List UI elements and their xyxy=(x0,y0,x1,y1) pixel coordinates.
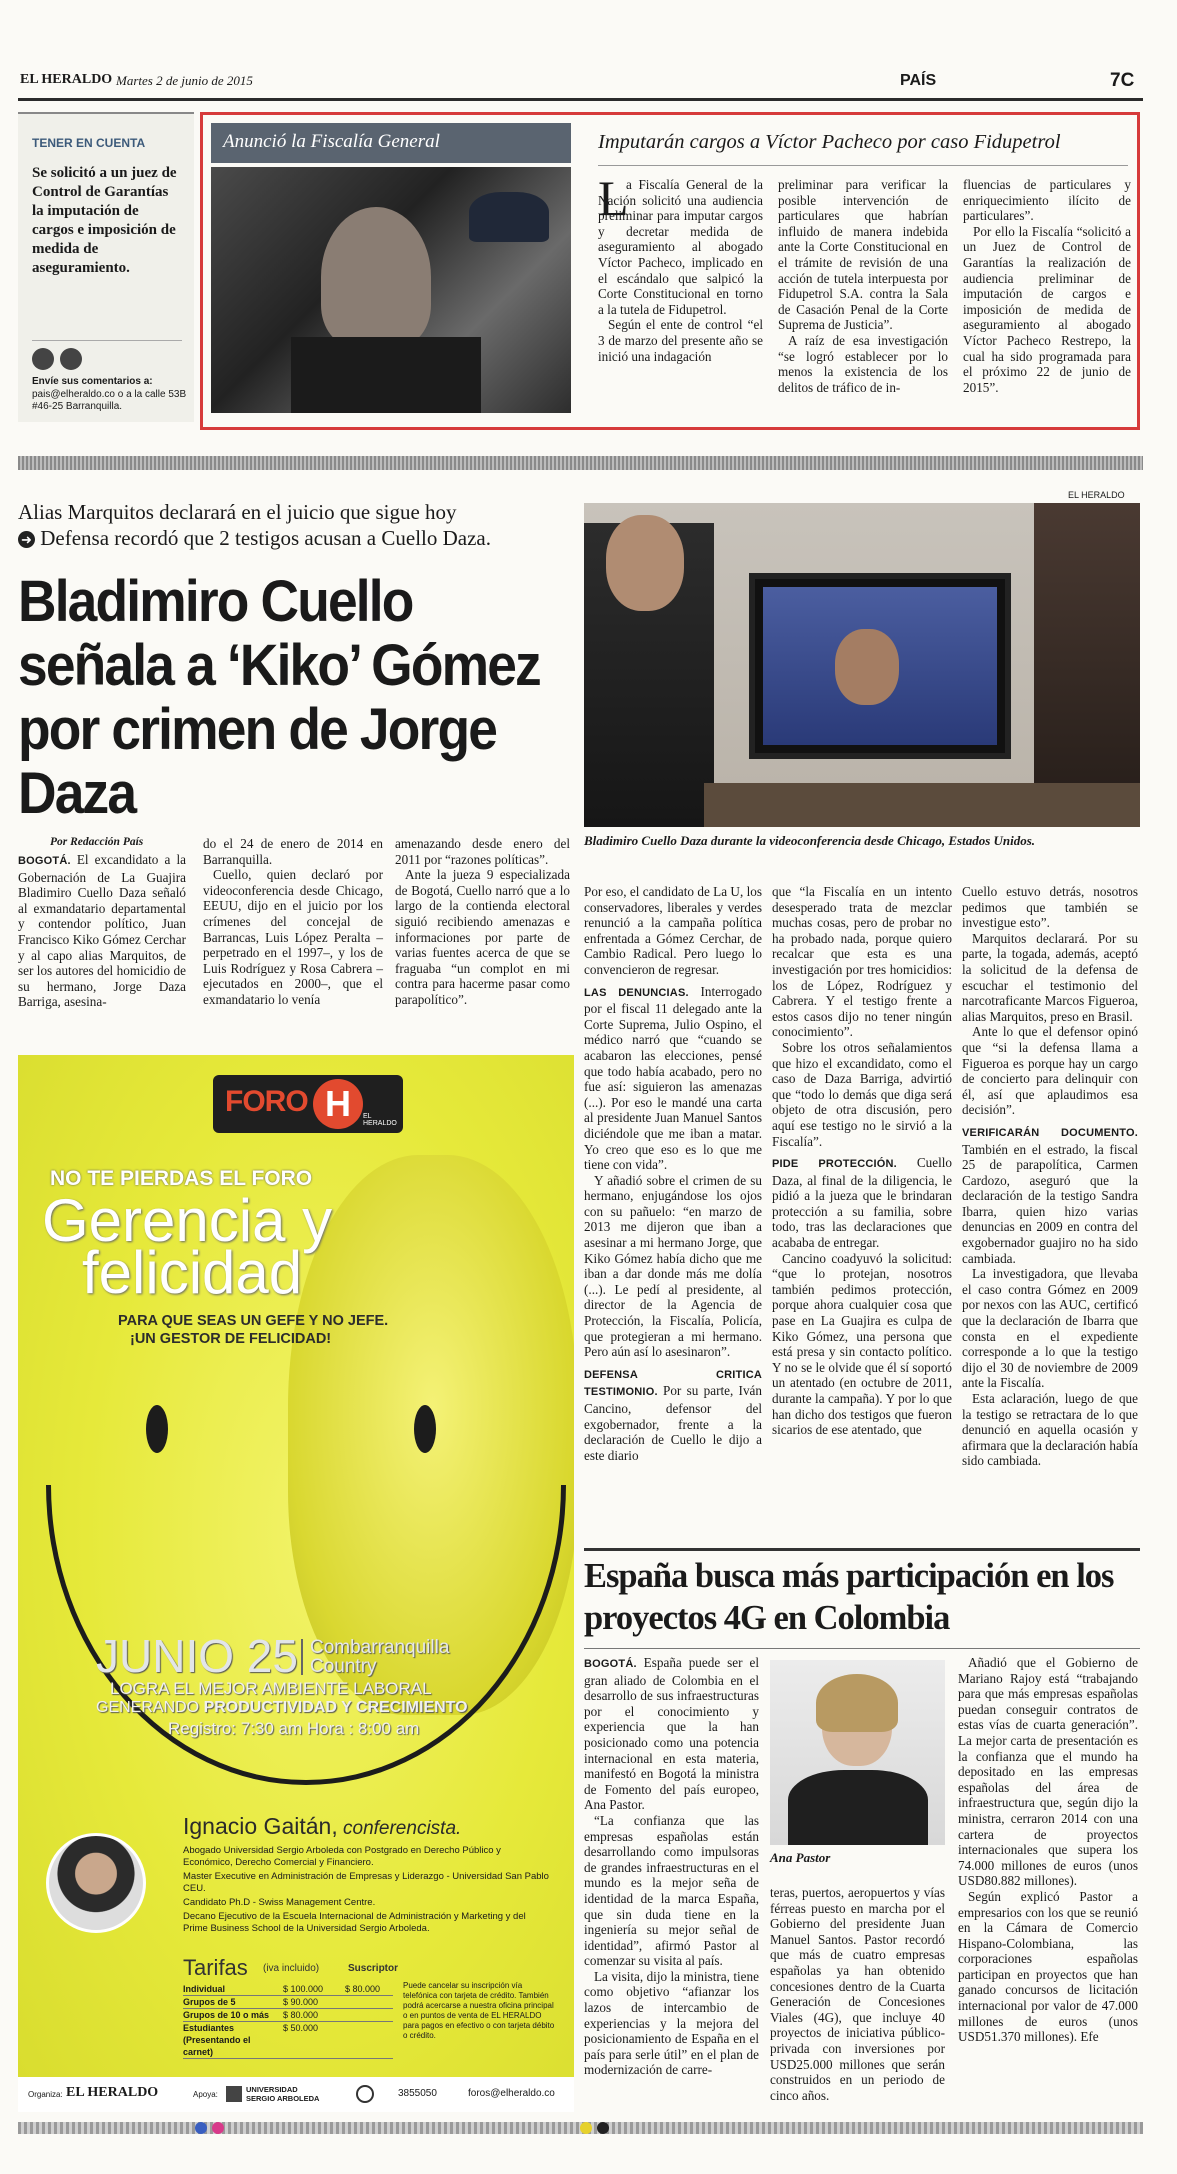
ad-tagline: NO TE PIERDAS EL FORO xyxy=(50,1167,313,1190)
section-label: PAÍS xyxy=(900,72,937,89)
tarifa-label: Estudiantes (Presentando el carnet) xyxy=(183,2023,251,2057)
top-col-1: L a Fiscalía General de la Nación solicitó una audiencia preliminar para imputar cargos y decretar medida de aseguramiento al abogado Víctor Pacheco, implicado en el escándalo que salpicó la Corte Constitucional en torno a la tutela de Fidupetrol. Según el ente de control “el 3 de marzo del presente año se inició una indagación xyxy=(598,170,763,364)
ad-venue-1: Combarranquilla xyxy=(310,1637,450,1658)
tarifas-table xyxy=(183,1983,393,2059)
ad-date: JUNIO 25 xyxy=(96,1630,298,1682)
university-icon xyxy=(226,2086,242,2102)
top-story xyxy=(200,112,1140,430)
smile-eye-left xyxy=(146,1405,168,1453)
main-photo xyxy=(584,503,1140,827)
top-headline: Imputarán cargos a Víctor Pacheco por caso Fidupetrol xyxy=(598,131,1061,153)
tarifa-label: Grupos de 5 xyxy=(183,1997,236,2007)
top-rule xyxy=(598,165,1128,166)
ad-line-3: Registro: 7:30 am Hora : 8:00 am xyxy=(168,1719,420,1738)
masthead-rule xyxy=(18,98,1143,101)
contact-icon xyxy=(32,348,54,370)
tarifa-price: $ 100.000 xyxy=(283,1984,324,1994)
ad-line-1: LOGRA EL MEJOR AMBIENTE LABORAL xyxy=(110,1679,432,1698)
ad-title-1: Gerencia y xyxy=(42,1187,333,1254)
tarifa-price: $ 90.000 xyxy=(283,1997,319,2007)
tarifa-price: $ 80.000 xyxy=(283,2010,319,2020)
ad-footer: Organiza: EL HERALDO Apoya: UNIVERSIDAD SERGIO ARBOLEDA 3855050 foros@elheraldo.co xyxy=(18,2077,574,2112)
registration-mark xyxy=(212,2122,224,2134)
spain-col-3: Añadió que el Gobierno de Mariano Rajoy está “trabajando para que más empresas españolas puedan conseguir contratos de estas vías de cuarta generación”. La mejor carta de presentación es la confianza que el mundo ha depositado en las empresas españolas del área de infraestructura que, según dijo la ministra, cerraron 2014 con una cartera de proyectos internacionales que supera los 74.000 millones de euros (unos USD80.882 millones). Según explicó Pastor a empresarios con los que se reunió en la Cámara de Comercio Hispano-Colombiana, las corporaciones españolas participan en proyectos que han ganado concursos de licitación internacional por valor de 47.000 millones de euros (unos USD51.370 millones). Efe xyxy=(958,1655,1138,2045)
main-pre-2-wrap xyxy=(18,526,598,551)
ad-title-2: felicidad xyxy=(82,1239,303,1306)
byline: Por Redacción País xyxy=(50,836,144,848)
main-col-5: que “la Fiscalía en un intento desesperado trata de mezclar muchas cosas, pero de probar no ha probado nada, porque quiero recalcar que esta es una investigación por tres homicidios: los de López, Rodríguez y Cabrera. Y el testigo frente a estos casos dijo no tener ningún conocimiento”. Sobre los otros señalamientos que hizo el excandidato, como el caso de Daza Barriga, advirtió que “todo lo demás que diga será objeto de otra discusión, pero aquí ese testigo no le sirvió a la Fiscalía”. PIDE PROTECCIÓN. Cuello Daza, al final de la diligencia, le pidió a la jueza que le brindaran protección a su familia, sobre todo, tras las declaraciones que acababa de entregar. Cancino coadyuvó la solicitud: “que lo protejan, nosotros también pedimos protección, porque ahora cualquier cosa que pase en La Guajira es culpa de Kiko Gómez, una persona que está presa y sin contacto político. Y no se le olvide que él sí soportó un atentado (en octubre de 2011, durante la campaña). Y por lo que han dicho dos testigos que fueron sicarios de ese atentado, que xyxy=(772,884,953,1438)
main-pre-1: Alias Marquitos declarará en el juicio que sigue hoy xyxy=(18,500,457,524)
spain-headline: España busca más participación en los proyectos 4G en Colombia xyxy=(584,1557,1114,1637)
top-kicker: Anunció la Fiscalía General xyxy=(211,123,571,163)
comments-title: Envíe sus comentarios a: xyxy=(32,376,153,387)
page-number: 7C xyxy=(1110,70,1135,91)
ad-sub-1: PARA QUE SEAS UN GEFE Y NO JEFE. xyxy=(118,1313,389,1329)
main-col-4: Por eso, el candidato de La U, los conservadores, liberales y verdes renunció a la campaña política enfrentada a Gómez Cerchar, de Cambio Radical. Pero luego lo convencieron de regresar. LAS DENUNCIAS. Interrogado por el fiscal 11 delegado ante la Corte Suprema, Julio Ospino, el médico narró que “cuando se acabaron las elecciones, pensé que todo había acabado, pero no fue así: siguieron las amenazas (...). Por eso le mandé una carta al presidente Juan Manuel Santos diciéndole que me iban a matar. Yo creo que eso es lo que me tiene con vida”. Y añadió sobre el crimen de su hermano, enjugándose los ojos con su pañuelo: “en marzo de 2013 me dijeron que iban a asesinar a mi hermano Jorge, que Kiko Gómez había dicho que me iban a dar donde más me dolía (...). Le pedí al presidente, al director de la Agencia de Protección, la Fiscalía, Policía, que protegieran a mi hermano. Pero aún así lo asesinaron”. DEFENSA CRITICA TESTIMONIO. Por su parte, Iván Cancino, defensor del exgobernador, frente a la declaración de Cuello le dijo a este diario xyxy=(584,884,762,1463)
bullet-1: Abogado Universidad Sergio Arboleda con Postgrado en Derecho Público y Económico, Derecho Comercial y Financiero. xyxy=(183,1845,501,1868)
top-photo xyxy=(211,167,571,413)
person-right xyxy=(1034,503,1140,827)
spain-col-2: teras, puertos, aeropuertos y vías férreas puesto en marcha por el Gobierno del presidente Juan Manuel Santos. Pastor recordó que más de cuatro empresas españolas ya han obtenido concesiones dentro de la Cuarta Generación de Concesiones Viales (4G), que incluye 40 proyectos de iniciativa público-privada con inversiones por USD25.000 millones que serán construidos en un periodo de cinco años. xyxy=(770,1885,945,2103)
spain-rule xyxy=(584,1548,1140,1551)
tarifa-sub: $ 80.000 xyxy=(345,1984,381,1994)
tarifas-box: Tarifas (iva incluido) Suscriptor Individual $ 100.000 $ 80.000 Grupos de 5 $ 90.000 Grupos de 10 o más $ 80.000 Estudiantes (Presentando el carnet) $ 50.000 Puede cancelar su inscripción vía telefónica con tarjeta de crédito. También podrá acercarse a nuestra oficina principal o en puntos de venta de EL HERALDO para pagos en efectivo o con tarjeta débito o crédito. xyxy=(183,1955,563,2065)
ad-foro xyxy=(18,1055,574,2112)
registration-mark xyxy=(580,2122,592,2134)
arrow-icon: ➜ xyxy=(18,531,35,548)
sidebar-divider xyxy=(32,340,182,341)
registration-mark xyxy=(195,2122,207,2134)
bullet-2: Master Executive en Administración de Empresas y Liderazgo - Universidad San Pablo CEU. xyxy=(183,1871,549,1894)
ad-speaker: Ignacio Gaitán, conferencista. xyxy=(183,1813,462,1839)
bullet-3: Candidato Ph.D - Swiss Management Centre. xyxy=(183,1897,376,1908)
main-col-2: do el 24 de enero de 2014 en Barranquilla. Cuello, quien declaró por videoconferencia desde Chicago, EEUU, dijo en el juicio por los crímenes del concejal de Barrancas, Luis López Peralta –perpetrado en el 1997–, y los de Luis Rodríguez y Rosa Cabrera –ejecutados en 2000–, que el exmandatario lo venía xyxy=(203,836,383,1007)
top-dropcap: L xyxy=(598,170,629,226)
tarifa-label: Individual xyxy=(183,1984,226,1994)
ad-sub-2: ¡UN GESTOR DE FELICIDAD! xyxy=(130,1331,332,1347)
sidebar-box xyxy=(18,112,194,422)
tv-monitor xyxy=(749,573,1011,759)
top-col-3: fluencias de particulares y enriquecimiento ilícito de particulares”. Por ello la Fiscalía “solicitó a un Juez de Control de Garantías la realización de audiencia preliminar de imputación de cargos e imposición de medida de aseguramiento al abogado Víctor Pacheco Restrepo, la cual ha sido programada para el próximo 22 de junio de 2015”. xyxy=(963,177,1131,395)
spain-caption: Ana Pastor xyxy=(770,1850,831,1865)
main-pre-2: Defensa recordó que 2 testigos acusan a Cuello Daza. xyxy=(40,526,491,550)
masthead xyxy=(18,70,1143,98)
top-col-2: preliminar para verificar la posible intervención de particulares que habrían influido de manera indebida ante la Corte Constitucional en el trámite de revisión de una acción de tutela interpuesta por Fidupetrol S.A. contra la Sala de Casación Penal de la Corte Suprema de Justicia”. A raíz de esa investigación “se logró establecer por lo menos la existencia de los delitos de tráfico de in- xyxy=(778,177,948,395)
mail-icon xyxy=(60,348,82,370)
photo-credit: EL HERALDO xyxy=(1068,490,1125,500)
footer-paper: EL HERALDO xyxy=(66,2085,159,2100)
registration-mark xyxy=(597,2122,609,2134)
tarifa-label: Grupos de 10 o más xyxy=(183,2010,270,2020)
phone-icon xyxy=(356,2085,374,2103)
ana-pastor-photo xyxy=(770,1660,945,1845)
ad-venue-2: Country xyxy=(310,1656,377,1677)
tarifa-price: $ 50.000 xyxy=(283,2023,319,2033)
masthead-paper: EL HERALDO xyxy=(20,72,113,87)
ad-bullets xyxy=(183,1845,553,1935)
speaker-avatar xyxy=(46,1833,146,1933)
main-caption: Bladimiro Cuello Daza durante la videoconferencia desde Chicago, Estados Unidos. xyxy=(584,833,1036,848)
sidebar-text: Se solicitó a un juez de Control de Garantías la imputación de cargos e imposición de medida de aseguramiento. xyxy=(32,165,177,276)
main-headline: Bladimiro Cuello señala a ‘Kiko’ Gómez por crimen de Jorge Daza xyxy=(18,569,540,826)
sidebar-label: TENER EN CUENTA xyxy=(32,136,146,150)
ad-logo: FORO H EL HERALDO xyxy=(213,1075,403,1133)
spain-col-1: BOGOTÁ. España puede ser el gran aliado de Colombia en el desarrollo de sus infraestructuras por el conocimiento y experiencia que la han posicionado como una potencia internacional en esta materia, manifestó en Bogotá la ministra de Fomento del país europeo, Ana Pastor. “La confianza que las empresas españolas están desarrollando como impulsoras de grandes infraestructuras en el mundo es la mejor seña de identidad de la marca España, que sin duda tiene en la ingeniería su mejor señal de identidad”, afirmó Pastor al comenzar su visita al país. La visita, dijo la ministra, tiene como objetivo “afianzar los lazos de intercambio de experiencias y la mejora del posicionamiento de España en el país para serle útil” en el plan de modernización de carre- xyxy=(584,1655,759,2078)
section-divider xyxy=(18,456,1143,470)
main-col-3: amenazando desde enero del 2011 por “razones políticas”. Ante la jueza 9 especializada de Bogotá, Cuello narró que a lo largo de la contienda electoral siguió recibiendo amenazas e informaciones por parte de varias fuentes acerca de que se fraguaba “un complot en mi contra para hacerme pasar como parapolítico”. xyxy=(395,836,570,1007)
smile-eye-right xyxy=(414,1405,436,1453)
main-col-6: Cuello estuvo detrás, nosotros pedimos que también se investigue esto”. Marquitos declarará. Por su parte, la togada, además, aceptó la solicitud de la defensa de escuchar el testimonio del narcotraficante Marcos Figueroa, alias Marquitos, preso en Brasil. Ante lo que el defensor opinó que “si la defensa llama a Figueroa es porque hay un cargo de concierto para delinquir con él, así que aplaudimos esa decisión”. VERIFICARÁN DOCUMENTO. También en el estrado, la fiscal 25 de parapolítica, Carmen Cardozo, aseguró que la declaración de la testigo Sandra Ibarra, quien hizo varias denuncias en 2009 en contra del exgobernador guajiro no ha sido cambiada. La investigadora, que llevaba el caso contra Gómez en 2009 por nexos con las AUC, certificó que la declaración de Ibarra que consta en el expediente corresponde a lo que la testigo dijo el 30 de noviembre de 2009 ante la Fiscalía. Esta aclaración, luego de que la testigo se retractara de lo que denunció en aquella ocasión y afirmara que la declaración había sido cambiada. xyxy=(962,884,1138,1469)
ad-line-2: GENERANDO PRODUCTIVIDAD Y CRECIMIENTO xyxy=(96,1699,468,1716)
tarifas-note-text: Puede cancelar su inscripción vía telefónica con tarjeta de crédito. También podrá acercarse a nuestra oficina principal o en puntos de venta de EL HERALDO para pagos en efectivo o con tarjeta débito o crédito. xyxy=(403,1981,555,2040)
bullet-4: Decano Ejecutivo de la Escuela Internacional de Administración y Marketing y del Prime Business School de la Universidad Sergio Arboleda. xyxy=(183,1911,526,1934)
masthead-date: Martes 2 de junio de 2015 xyxy=(116,73,253,88)
comments-body: pais@elheraldo.co o a la calle 53B #46-25 Barranquilla. xyxy=(32,389,187,412)
main-col-1: BOGOTÁ. El excandidato a la Gobernación de La Guajira Bladimiro Cuello Daza señaló al exmandatario departamental y contendor político, Juan Francisco Kiko Gómez Cerchar y al capo alias Marquitos, de ser los autores del homicidio de su hermano, Jorge Daza Barriga, asesina- xyxy=(18,852,186,1010)
